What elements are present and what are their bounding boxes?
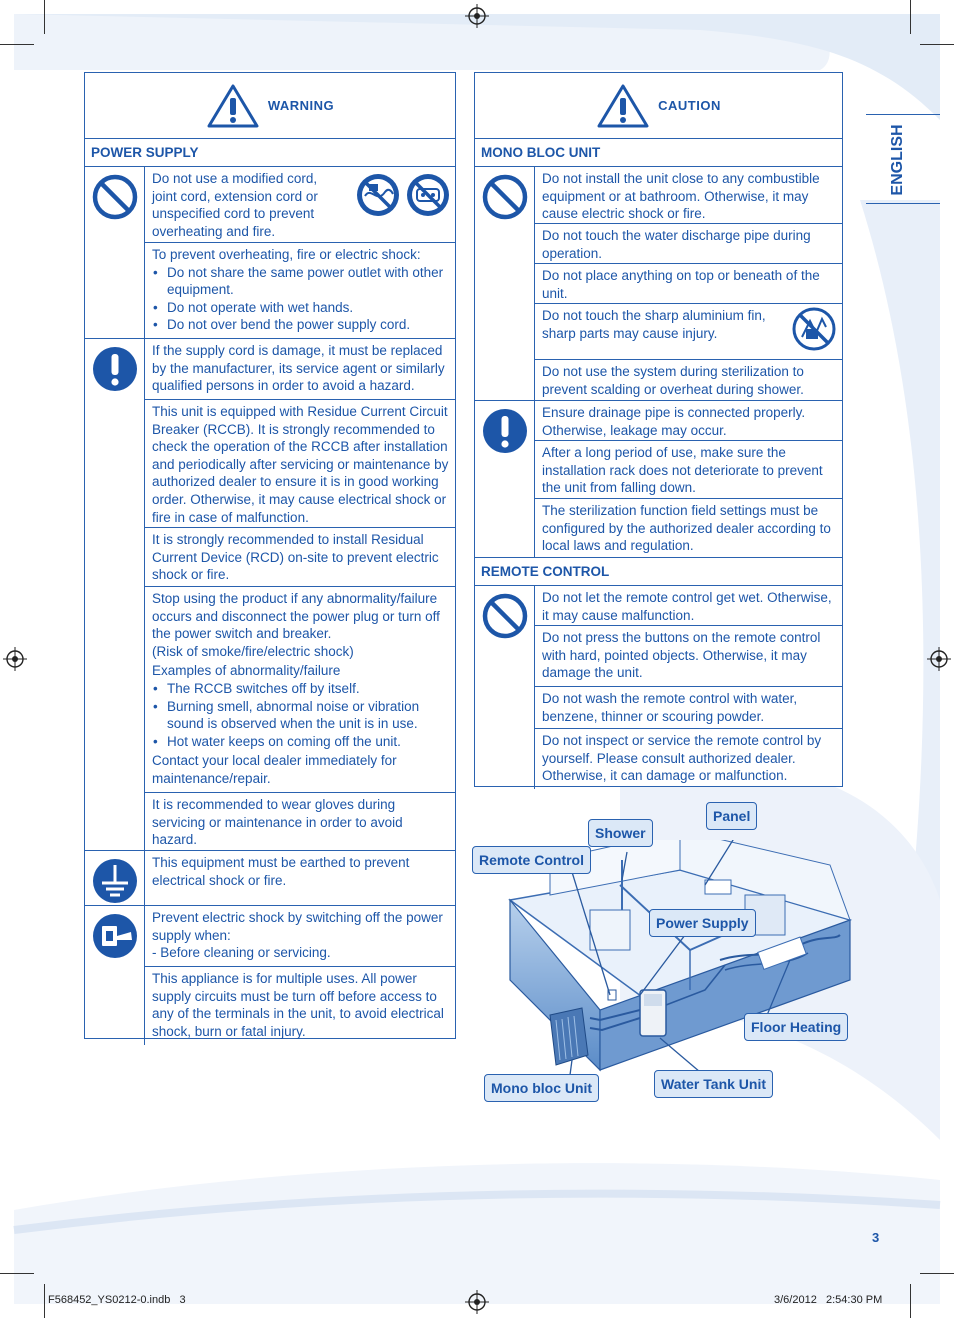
warning-text: Do not use a modified cord, joint cord, extension cord or unspecified cord to prevent overheating and fire. (152, 171, 318, 239)
footer-file-name: F568452_YS0212-0.indb 3 (48, 1294, 186, 1306)
warning-box (84, 72, 456, 1039)
label-power-supply: Power Supply (649, 909, 756, 937)
crop-mark (920, 1273, 954, 1274)
crop-mark (44, 0, 45, 34)
label-mono-bloc-unit: Mono bloc Unit (484, 1074, 599, 1102)
caution-text: Do not press the buttons on the remote control with hard, pointed objects. Otherwise, it may damage the unit. (542, 630, 821, 681)
caution-text: Do not let the remote control get wet. Otherwise, it may cause malfunction. (542, 590, 832, 623)
caution-text: After a long period of use, make sure the installation rack does not deteriorate to prevent the unit from falling down. (542, 445, 823, 496)
caution-text: Ensure drainage pipe is connected properly. Otherwise, leakage may occur. (542, 405, 806, 438)
label-floor-heating: Floor Heating (744, 1013, 848, 1041)
warning-bullet: • The RCCB switches off by itself. (152, 680, 451, 698)
registration-mark-icon (927, 647, 951, 671)
label-remote-control: Remote Control (472, 846, 591, 874)
caution-text: Do not place anything on top or beneath of the unit. (542, 268, 820, 301)
caution-title: CAUTION (658, 98, 721, 113)
warning-text: Prevent electric shock by switching off the power supply when: (152, 910, 443, 943)
page-number: 3 (872, 1230, 880, 1245)
warning-text: It is recommended to wear gloves during servicing or maintenance in order to avoid hazard. (152, 797, 403, 848)
warning-bullet: • Burning smell, abnormal noise or vibration sound is observed when the unit is in use. (152, 698, 451, 733)
power-supply-heading: POWER SUPPLY (85, 139, 455, 167)
caution-header (475, 73, 842, 139)
earth-ground-icon (91, 857, 139, 905)
caution-group-remote (475, 586, 842, 789)
warning-bullet: • Do not operate with wet hands. (152, 299, 451, 317)
registration-mark-icon (465, 4, 489, 28)
caution-text: The sterilization function field settings must be configured by the authorized dealer according to local laws and regulation. (542, 503, 831, 554)
crop-mark (920, 44, 954, 45)
crop-mark (910, 0, 911, 34)
mandatory-exclamation-icon (481, 407, 529, 455)
crop-mark (44, 1284, 45, 1318)
remote-control-heading: REMOTE CONTROL (475, 558, 842, 586)
prohibited-icon (91, 173, 139, 221)
mandatory-exclamation-icon (91, 345, 139, 393)
warning-text: Stop using the product if any abnormality/failure occurs and disconnect the power plug or turn off the power switch and breaker. (152, 591, 440, 642)
caution-box (474, 72, 843, 787)
no-extension-cord-icon (405, 172, 451, 218)
language-tab-label: ENGLISH (889, 124, 906, 196)
warning-text: This unit is equipped with Residue Current Circuit Breaker (RCCB). It is strongly recommended to check the operation of the RCCB after installation and periodically after servicing or maintenance by authorized dealer to ensure it is in good working order. Otherwise, it may cause electrical shock or fire in case of malfunction. (152, 404, 449, 525)
warning-bullet: • Hot water keeps on coming off the unit. (152, 733, 451, 751)
warning-text: - Before cleaning or servicing. (152, 945, 331, 961)
caution-text: Do not wash the remote control with water, benzene, thinner or scouring powder. (542, 691, 798, 724)
caution-triangle-icon (596, 83, 650, 129)
crop-mark (0, 44, 34, 45)
prohibited-icon (481, 173, 529, 221)
warning-header (85, 73, 455, 139)
warning-group-switch-off (85, 906, 455, 1045)
caution-text: Do not inspect or service the remote control by yourself. Please consult authorized dealer. Otherwise, it can damage or malfunction. (542, 733, 822, 784)
caution-group-prohibited (475, 167, 842, 401)
warning-text: If the supply cord is damage, it must be replaced by the manufacturer, its service agent or similarly qualified persons in order to avoid a hazard. (152, 343, 445, 394)
warning-group-prohibited (85, 167, 455, 339)
caution-group-mandatory (475, 401, 842, 558)
caution-text: Do not install the unit close to any combustible equipment or at bathroom. Otherwise, it may cause electric shock or fire. (542, 171, 820, 222)
mono-bloc-unit-heading: MONO BLOC UNIT (475, 139, 842, 167)
prohibited-icon (481, 592, 529, 640)
warning-text: Examples of abnormality/failure (152, 663, 341, 679)
label-water-tank-unit: Water Tank Unit (654, 1070, 773, 1098)
warning-text: To prevent overheating, fire or electric shock: (152, 247, 421, 262)
no-modified-cord-icon (355, 172, 401, 218)
label-panel: Panel (706, 802, 757, 830)
registration-mark-icon (465, 1290, 489, 1314)
caution-text: Do not touch the sharp aluminium fin, sharp parts may cause injury. (542, 308, 766, 341)
warning-text: It is strongly recommended to install Residual Current Device (RCD) on-site to prevent electric shock or fire. (152, 532, 439, 583)
warning-title: WARNING (267, 98, 335, 113)
caution-text: Do not touch the water discharge pipe during operation. (542, 228, 811, 261)
warning-text: (Risk of smoke/fire/electric shock) (152, 643, 354, 659)
warning-text: This appliance is for multiple uses. All power supply circuits must be turn off before access to any of the terminals in the unit, to avoid electrical shock, burn or fatal injury. (152, 971, 444, 1039)
warning-triangle-icon (206, 83, 260, 129)
warning-bullet: • Do not share the same power outlet with other equipment. (152, 264, 451, 299)
crop-mark (0, 1273, 34, 1274)
warning-text: This equipment must be earthed to prevent electrical shock or fire. (152, 855, 410, 888)
caution-text: Do not use the system during sterilization to prevent scalding or overheat during shower. (542, 364, 804, 397)
switch-off-power-icon (91, 912, 139, 960)
warning-text: Contact your local dealer immediately for maintenance/repair. (152, 753, 397, 786)
registration-mark-icon (3, 647, 27, 671)
warning-group-mandatory (85, 339, 455, 851)
warning-group-earth (85, 851, 455, 906)
warning-bullet: • Do not over bend the power supply cord. (152, 316, 451, 334)
footer-timestamp: 3/6/2012 2:54:30 PM (774, 1294, 883, 1306)
label-shower: Shower (588, 819, 653, 847)
no-touch-fin-icon (792, 307, 836, 351)
crop-mark (910, 1284, 911, 1318)
